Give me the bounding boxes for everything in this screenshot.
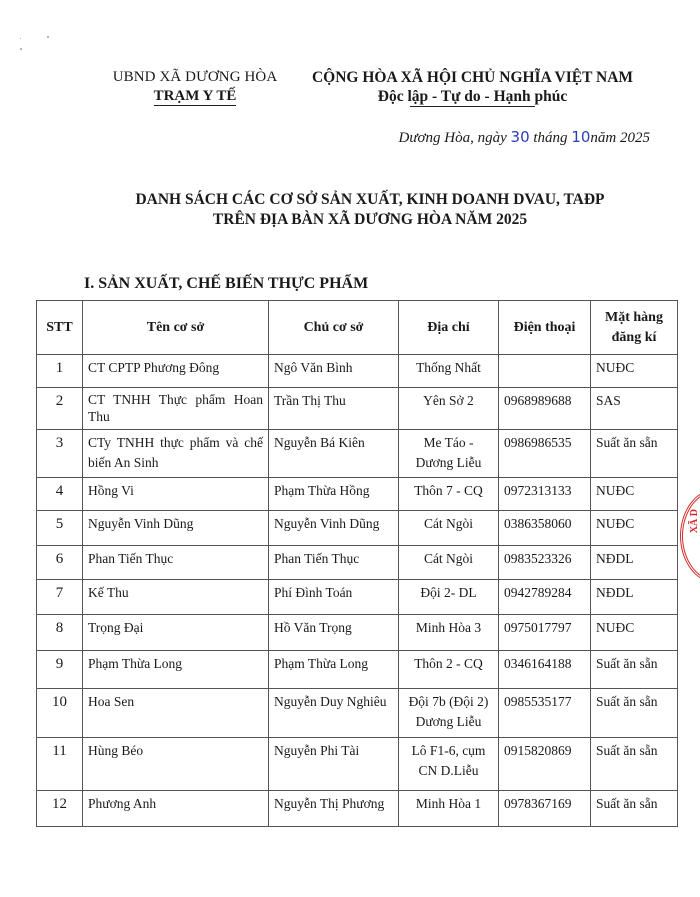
cell-phone: 0346164188 [499,651,591,689]
national-header [300,68,645,106]
date-prefix: Dương Hòa, ngày [398,130,511,146]
cell-stt: 8 [37,615,83,651]
cell-address: Me Táo - Dương Liễu [399,430,499,478]
cell-address: Cát Ngòi [399,546,499,580]
country-name: CỘNG HÒA XÃ HỘI CHỦ NGHĨA VIỆT NAM [311,69,634,86]
column-header-address: Địa chỉ [399,301,499,355]
cell-product: NUĐC [591,478,678,511]
title-line-1: DANH SÁCH CÁC CƠ SỞ SẢN XUẤT, KINH DOANH DVAU, TAĐP [135,191,605,208]
table-row [37,738,678,791]
cell-product: NĐDL [591,546,678,580]
cell-stt: 6 [37,546,83,580]
document-title [90,190,650,230]
cell-name: CTy TNHH thực phẩm và chế biến An Sinh [83,430,269,478]
cell-owner: Nguyễn Vinh Dũng [269,511,399,546]
cell-phone: 0985535177 [499,689,591,738]
title-line-2: TRÊN ĐỊA BÀN XÃ DƯƠNG HÒA NĂM 2025 [212,211,528,228]
table-row [37,355,678,388]
table-row [37,511,678,546]
cell-product: NUĐC [591,615,678,651]
cell-address: Thống Nhất [399,355,499,388]
table-row [37,546,678,580]
establishments-table [36,300,678,827]
cell-address: Thôn 2 - CQ [399,651,499,689]
cell-name: Kế Thu [83,580,269,615]
table-row [37,478,678,511]
cell-owner: Ngô Văn Bình [269,355,399,388]
cell-phone: 0968989688 [499,388,591,430]
cell-owner: Phạm Thừa Long [269,651,399,689]
date-month-handwritten: 10 [571,128,591,146]
section-heading: I. SẢN XUẤT, CHẾ BIẾN THỰC PHẨM [84,275,369,292]
scan-speck [20,38,21,39]
cell-address: Lô F1-6, cụm CN D.Liễu [399,738,499,791]
cell-address: Minh Hòa 1 [399,791,499,827]
cell-owner: Nguyễn Bá Kiên [269,430,399,478]
cell-stt: 1 [37,355,83,388]
date-day-handwritten: 30 [510,128,530,146]
date-year-label: năm 2025 [590,130,650,146]
cell-address: Thôn 7 - CQ [399,478,499,511]
cell-owner: Trần Thị Thu [269,388,399,430]
column-header-product: Mặt hàng đăng kí [591,301,678,355]
motto-underline [410,106,535,107]
cell-name: Hồng Vi [83,478,269,511]
cell-phone [499,355,591,388]
table-row [37,430,678,478]
cell-owner: Phí Đình Toán [269,580,399,615]
cell-phone: 0942789284 [499,580,591,615]
cell-product: Suất ăn sẵn [591,689,678,738]
cell-owner: Phan Tiến Thục [269,546,399,580]
national-motto: Độc lập - Tự do - Hạnh phúc [377,88,568,105]
cell-name: Hùng Béo [83,738,269,791]
cell-stt: 11 [37,738,83,791]
cell-name: Trọng Đại [83,615,269,651]
cell-address: Yên Sở 2 [399,388,499,430]
cell-product: NĐDL [591,580,678,615]
cell-phone: 0972313133 [499,478,591,511]
column-header-owner: Chủ cơ sở [269,301,399,355]
cell-stt: 2 [37,388,83,430]
cell-address: Đội 7b (Đội 2) Dương Liễu [399,689,499,738]
cell-stt: 4 [37,478,83,511]
cell-product: SAS [591,388,678,430]
table-row [37,651,678,689]
cell-stt: 9 [37,651,83,689]
table-row [37,388,678,430]
cell-name: Phương Anh [83,791,269,827]
cell-product: Suất ăn sẵn [591,791,678,827]
column-header-phone: Điện thoại [499,301,591,355]
table-row [37,615,678,651]
cell-name: CT TNHH Thực phẩm Hoan Thu [83,388,269,430]
scan-speck [47,36,49,38]
column-header-name: Tên cơ sở [83,301,269,355]
cell-product: Suất ăn sẵn [591,738,678,791]
column-header-stt: STT [37,301,83,355]
cell-name: Phan Tiến Thục [83,546,269,580]
cell-name: CT CPTP Phương Đông [83,355,269,388]
cell-product: NUĐC [591,355,678,388]
cell-phone: 0915820869 [499,738,591,791]
cell-phone: 0975017797 [499,615,591,651]
table-row [37,791,678,827]
cell-address: Minh Hòa 3 [399,615,499,651]
cell-product: NUĐC [591,511,678,546]
cell-stt: 5 [37,511,83,546]
cell-phone: 0978367169 [499,791,591,827]
cell-stt: 3 [37,430,83,478]
cell-owner: Nguyễn Thị Phương [269,791,399,827]
table-row [37,689,678,738]
issuer-unit: TRẠM Y TẾ [153,88,237,104]
cell-stt: 7 [37,580,83,615]
table-header-row [37,301,678,355]
issuer-org: UBND XÃ DƯƠNG HÒA [112,69,278,85]
cell-name: Hoa Sen [83,689,269,738]
issuer-block [100,68,290,106]
cell-name: Nguyễn Vinh Dũng [83,511,269,546]
cell-phone: 0983523326 [499,546,591,580]
stamp-text: XÃ D [689,509,700,534]
cell-owner: Nguyễn Phi Tài [269,738,399,791]
cell-stt: 12 [37,791,83,827]
cell-phone: 0986986535 [499,430,591,478]
cell-address: Cát Ngòi [399,511,499,546]
table-row [37,580,678,615]
cell-phone: 0386358060 [499,511,591,546]
cell-owner: Nguyễn Duy Nghiêu [269,689,399,738]
cell-name: Phạm Thừa Long [83,651,269,689]
cell-address: Đội 2- DL [399,580,499,615]
document-date [360,128,650,147]
cell-owner: Phạm Thừa Hồng [269,478,399,511]
date-month-label: tháng [529,130,572,146]
official-stamp [680,488,700,584]
cell-product: Suất ăn sẵn [591,651,678,689]
scan-speck [20,48,22,50]
cell-product: Suất ăn sẵn [591,430,678,478]
cell-stt: 10 [37,689,83,738]
cell-owner: Hồ Văn Trọng [269,615,399,651]
